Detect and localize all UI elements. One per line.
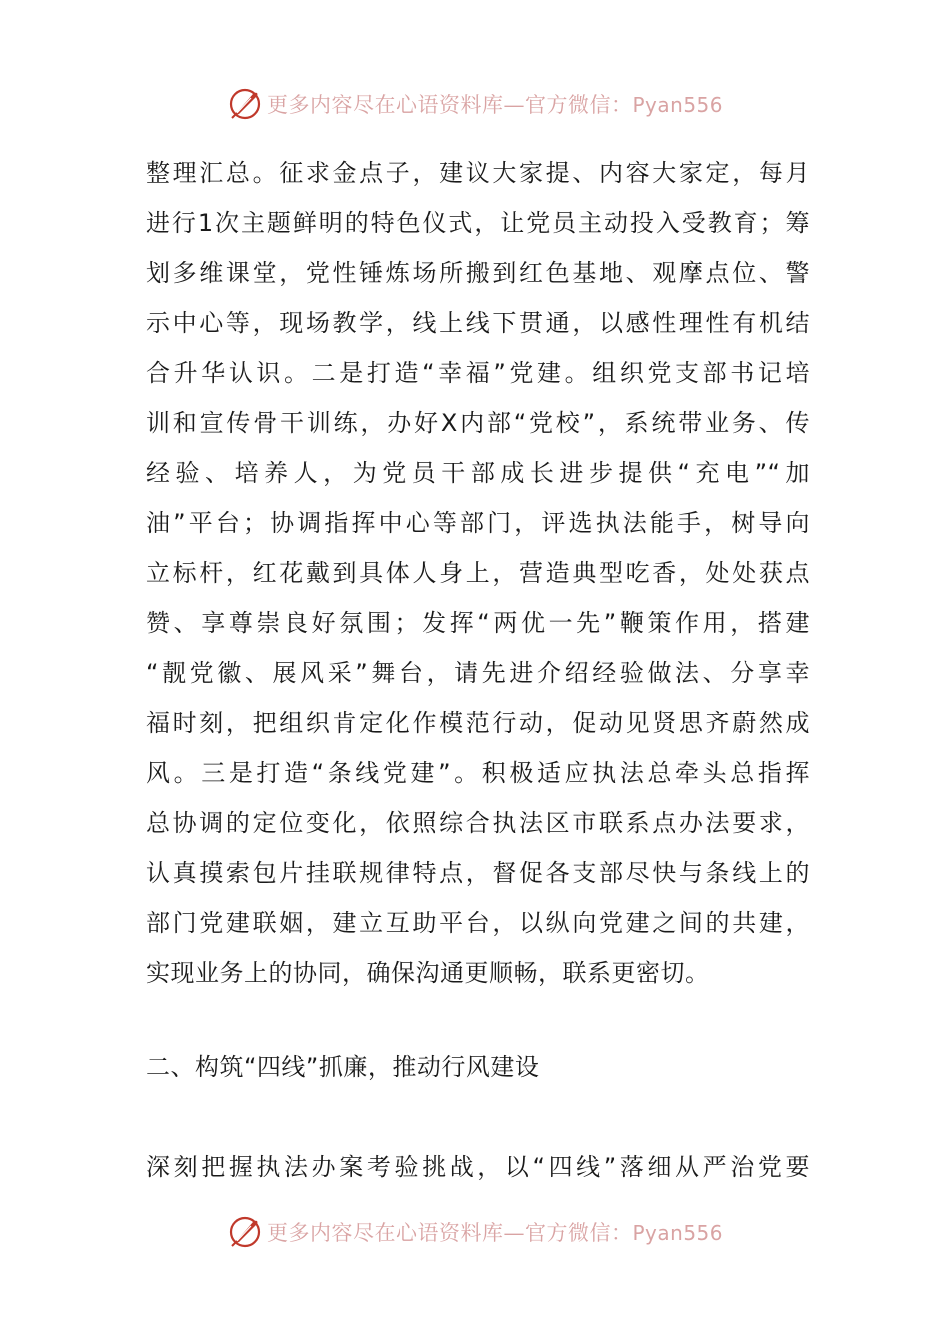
text-line: 示中心等，现场教学，线上线下贯通，以感性理性有机结 — [146, 309, 810, 337]
text-line: 赞、享尊崇良好氛围；发挥“两优一先”鞭策作用，搭建 — [146, 609, 810, 637]
text-line: 福时刻，把组织肯定化作模范行动，促动见贤思齐蔚然成 — [146, 709, 810, 737]
paragraph-2 — [146, 1142, 810, 1192]
footer-banner-text — [267, 1217, 723, 1247]
footer-wechat-id: Pyan556 — [632, 1221, 723, 1245]
header-banner-label: 更多内容尽在心语资料库—官方微信： — [266, 93, 633, 117]
text-line: 训和宣传骨干训练，办好X内部“党校”，系统带业务、传 — [146, 409, 810, 437]
header-watermark-banner — [0, 84, 950, 124]
text-line: 油”平台；协调指挥中心等部门，评选执法能手，树导向 — [146, 509, 810, 537]
text-line: 深刻把握执法办案考验挑战，以“四线”落细从严治党要 — [146, 1153, 810, 1181]
section-heading: 二、构筑“四线”抓廉，推动行风建设 — [146, 1053, 540, 1081]
text-line: 整理汇总。征求金点子，建议大家提、内容大家定，每月 — [146, 159, 810, 187]
text-line: 实现业务上的协同，确保沟通更顺畅，联系更密切。 — [146, 959, 710, 987]
header-wechat-id: Pyan556 — [632, 93, 723, 117]
text-line: 划多维课堂，党性锤炼场所搬到红色基地、观摩点位、警 — [146, 259, 810, 287]
text-line: 经验、培养人，为党员干部成长进步提供“充电”“加 — [146, 459, 810, 487]
quill-logo-icon — [227, 86, 263, 122]
text-line: “靓党徽、展风采”舞台，请先进介绍经验做法、分享幸 — [146, 659, 810, 687]
quill-logo-icon — [227, 1214, 263, 1250]
text-line: 进行1次主题鲜明的特色仪式，让党员主动投入受教育；筹 — [146, 209, 810, 237]
text-line: 合升华认识。二是打造“幸福”党建。组织党支部书记培 — [146, 359, 810, 387]
text-line: 认真摸索包片挂联规律特点，督促各支部尽快与条线上的 — [146, 859, 810, 887]
footer-watermark-banner — [0, 1212, 950, 1252]
footer-banner-label: 更多内容尽在心语资料库—官方微信： — [266, 1221, 633, 1245]
text-line: 风。三是打造“条线党建”。积极适应执法总牵头总指挥 — [146, 759, 810, 787]
paragraph-1 — [146, 148, 810, 998]
text-line: 部门党建联姻，建立互助平台，以纵向党建之间的共建， — [146, 909, 810, 937]
header-banner-text — [267, 89, 723, 119]
text-line: 立标杆，红花戴到具体人身上，营造典型吃香，处处获点 — [146, 559, 810, 587]
text-line: 总协调的定位变化，依照综合执法区市联系点办法要求， — [146, 809, 810, 837]
